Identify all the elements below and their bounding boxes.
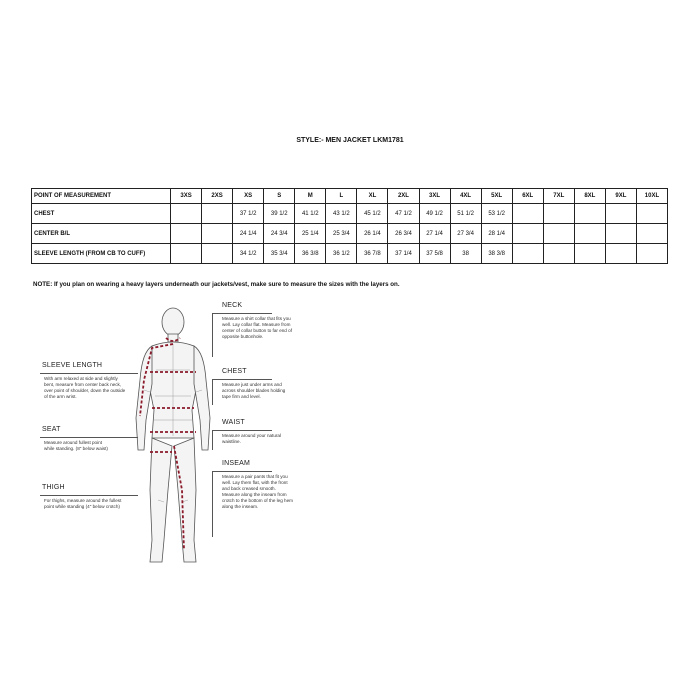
sleeve-length-description: With arm relaxed at side and slightly bent, measure from center back neck, over point of shoulder, down the outside of the arm wrist. (44, 376, 126, 399)
measurement-value (605, 204, 636, 224)
thigh-title: THIGH (42, 484, 65, 491)
measurement-value: 34 1/2 (233, 244, 264, 264)
measurement-value: 24 1/4 (233, 224, 264, 244)
size-header-cell: 9XL (605, 189, 636, 204)
measurement-value: 38 3/8 (481, 244, 512, 264)
figure-left-leg (150, 438, 172, 562)
measurement-value (636, 204, 667, 224)
seat-description: Measure around fullest point while standing. (8" below waist) (44, 440, 108, 451)
measurement-value: 39 1/2 (264, 204, 295, 224)
table-row (32, 244, 668, 264)
header-point-of-measurement: POINT OF MEASUREMENT (32, 189, 171, 204)
measurement-value: 47 1/2 (388, 204, 419, 224)
measurement-value: 26 3/4 (388, 224, 419, 244)
measurement-value (202, 224, 233, 244)
measurement-value: 26 1/4 (357, 224, 388, 244)
size-chart-table (31, 188, 668, 264)
measurement-value (202, 204, 233, 224)
measurement-value: 51 1/2 (450, 204, 481, 224)
measurement-value: 49 1/2 (419, 204, 450, 224)
chest-title: CHEST (222, 368, 247, 375)
measurement-value (574, 204, 605, 224)
measurement-value (171, 244, 202, 264)
size-header-cell: 2XL (388, 189, 419, 204)
sleeve-length-title: SLEEVE LENGTH (42, 362, 103, 369)
measurement-value: 25 3/4 (326, 224, 357, 244)
measurement-value (636, 224, 667, 244)
measurement-value: 45 1/2 (357, 204, 388, 224)
measurement-value: 27 3/4 (450, 224, 481, 244)
neck-description: Measure a shirt collar that fits you well. Lay collar flat. Measure from center of collar button to far end of opposite buttonhole. (222, 316, 292, 339)
measurement-value: 53 1/2 (481, 204, 512, 224)
measurement-value (512, 204, 543, 224)
thigh-description: For thighs, measure around the fullest point while standing (4" below crotch) (44, 498, 122, 509)
seat-title: SEAT (42, 426, 61, 433)
measurement-value (512, 224, 543, 244)
figure-right-leg (174, 438, 196, 562)
measurement-value: 36 1/2 (326, 244, 357, 264)
waist-description: Measure around your natural waistline. (222, 433, 281, 444)
measurement-value (543, 244, 574, 264)
measurement-value: 27 1/4 (419, 224, 450, 244)
measurement-value: 36 3/8 (295, 244, 326, 264)
measurement-label: CENTER B/L (32, 224, 171, 244)
figure-head (162, 308, 184, 336)
measurement-value (574, 244, 605, 264)
size-header-cell: XL (357, 189, 388, 204)
size-header-cell: 6XL (512, 189, 543, 204)
size-header-cell: L (326, 189, 357, 204)
table-header-row (32, 189, 668, 204)
measurement-value (512, 244, 543, 264)
size-header-cell: 5XL (481, 189, 512, 204)
inseam-title: INSEAM (222, 460, 251, 467)
measurement-value (543, 204, 574, 224)
size-header-cell: M (295, 189, 326, 204)
style-title: STYLE:- MEN JACKET LKM1781 (296, 137, 404, 144)
figure-left-arm (136, 346, 152, 450)
measurement-value: 41 1/2 (295, 204, 326, 224)
measurement-value: 37 5/8 (419, 244, 450, 264)
measurement-value: 37 1/2 (233, 204, 264, 224)
measurement-value (605, 244, 636, 264)
size-header-cell: 3XS (171, 189, 202, 204)
measurement-value: 28 1/4 (481, 224, 512, 244)
measurement-value: 43 1/2 (326, 204, 357, 224)
measurement-value: 24 3/4 (264, 224, 295, 244)
table-row (32, 224, 668, 244)
measurement-value (605, 224, 636, 244)
measurement-value (171, 224, 202, 244)
body-figure-illustration (128, 300, 218, 580)
inseam-description: Measure a pair pants that fit you well. Lay them flat, with the front and back creased smooth. Measure along the inseam from crotch to the bottom of the leg hem along the inseam. (222, 474, 293, 509)
layering-note: NOTE: If you plan on wearing a heavy layers underneath our jackets/vest, make sure to measure the sizes with the layers on. (33, 281, 400, 288)
measurement-value: 38 (450, 244, 481, 264)
measurement-label: SLEEVE LENGTH (FROM CB TO CUFF) (32, 244, 171, 264)
measurement-value: 35 3/4 (264, 244, 295, 264)
size-header-cell: 7XL (543, 189, 574, 204)
chest-description: Measure just under arms and across shoulder blades holding tape firm and level. (222, 382, 286, 399)
table-row (32, 204, 668, 224)
size-header-cell: 10XL (636, 189, 667, 204)
size-header-cell: XS (233, 189, 264, 204)
waist-title: WAIST (222, 419, 245, 426)
size-header-cell: 3XL (419, 189, 450, 204)
size-header-cell: 2XS (202, 189, 233, 204)
measurement-label: CHEST (32, 204, 171, 224)
measurement-value (543, 224, 574, 244)
figure-right-arm (194, 346, 210, 450)
measurement-value: 37 1/4 (388, 244, 419, 264)
size-header-cell: 8XL (574, 189, 605, 204)
size-header-cell: 4XL (450, 189, 481, 204)
measurement-value: 36 7/8 (357, 244, 388, 264)
measurement-value (202, 244, 233, 264)
size-header-cell: S (264, 189, 295, 204)
measurement-value (171, 204, 202, 224)
measurement-value (574, 224, 605, 244)
measurement-value (636, 244, 667, 264)
neck-title: NECK (222, 302, 243, 309)
measurement-value: 25 1/4 (295, 224, 326, 244)
